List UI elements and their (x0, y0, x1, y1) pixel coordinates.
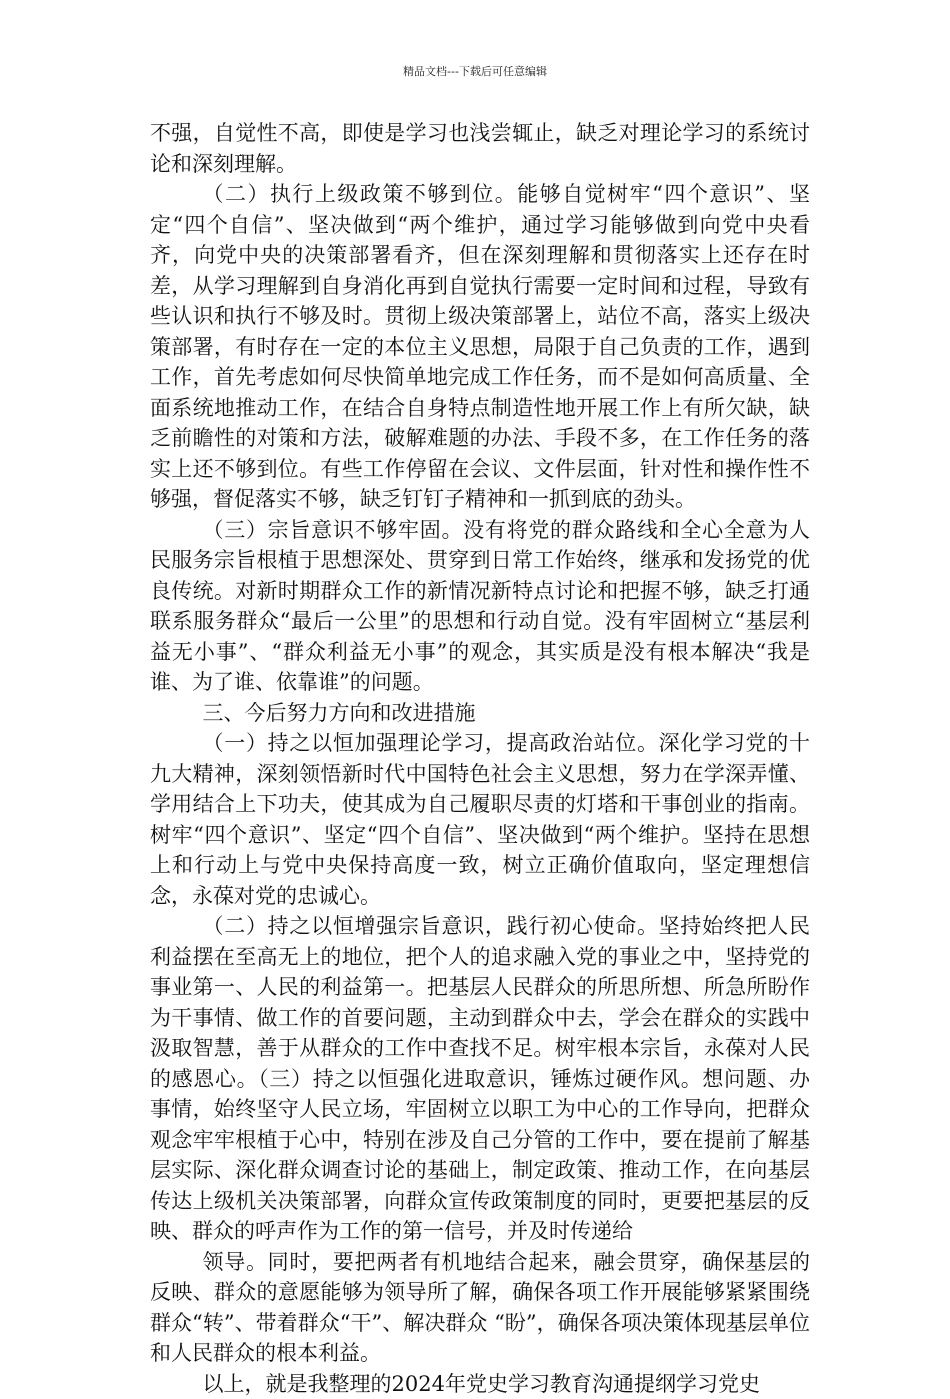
page-header: 精品文档---下载后可任意编辑 (0, 64, 950, 80)
document-body (150, 118, 810, 1399)
paragraph-7: 以上，就是我整理的2024年党史学习教育沟通提纲学习党史 (150, 1369, 810, 1399)
paragraph-2: （二）执行上级政策不够到位。能够自觉树牢“四个意识”、坚定“四个自信”、坚决做到“两个维护，通过学习能够做到向党中央看齐，向党中央的决策部署看齐，但在深刻理解和贯彻落实上还存在时差，从学习理解到自身消化再到自觉执行需要一定时间和过程，导致有些认识和执行不够及时。贯彻上级决策部署上，站位不高，落实上级决策部署，有时存在一定的本位主义思想，局限于自己负责的工作，遇到工作，首先考虑如何尽快简单地完成工作任务，而不是如何高质量、全面系统地推动工作，在结合自身特点制造性地开展工作上有所欠缺，缺乏前瞻性的对策和方法，破解难题的办法、手段不多，在工作任务的落实上还不够到位。有些工作停留在会议、文件层面，针对性和操作性不够强，督促落实不够，缺乏钉钉子精神和一抓到底的劲头。 (150, 179, 810, 515)
paragraph-5: （二）持之以恒增强宗旨意识，践行初心使命。坚持始终把人民利益摆在至高无上的地位，把个人的追求融入党的事业之中，坚持党的事业第一、人民的利益第一。把基层人民群众的所思所想、所急所盼作为干事情、做工作的首要问题，主动到群众中去，学会在群众的实践中汲取智慧，善于从群众的工作中查找不足。树牢根本宗旨，永葆对人民的感恩心。（三）持之以恒强化进取意识，锤炼过硬作风。想问题、办事情，始终坚守人民立场，牢固树立以职工为中心的工作导向，把群众观念牢牢根植于心中，特别在涉及自己分管的工作中，要在提前了解基层实际、深化群众调查讨论的基础上，制定政策、推动工作，在向基层传达上级机关决策部署，向群众宣传政策制度的同时，更要把基层的反映、群众的呼声作为工作的第一信号，并及时传递给 (150, 911, 810, 1247)
section-heading: 三、今后努力方向和改进措施 (150, 698, 810, 729)
paragraph-1: 不强，自觉性不高，即使是学习也浅尝辄止，缺乏对理论学习的系统讨论和深刻理解。 (150, 118, 810, 179)
paragraph-6: 领导。同时，要把两者有机地结合起来，融会贯穿，确保基层的反映、群众的意愿能够为领导所了解，确保各项工作开展能够紧紧围绕群众“转”、带着群众“干”、解决群众 “盼”，确保各项决策体现基层单位和人民群众的根本利益。 (150, 1247, 810, 1369)
paragraph-4: （一）持之以恒加强理论学习，提高政治站位。深化学习党的十九大精神，深刻领悟新时代中国特色社会主义思想，努力在学深弄懂、学用结合上下功夫，使其成为自己履职尽责的灯塔和干事创业的指南。树牢“四个意识”、坚定“四个自信”、坚决做到“两个维护。坚持在思想上和行动上与党中央保持高度一致，树立正确价值取向，坚定理想信念，永葆对党的忠诚心。 (150, 728, 810, 911)
paragraph-3: （三）宗旨意识不够牢固。没有将党的群众路线和全心全意为人民服务宗旨根植于思想深处、贯穿到日常工作始终，继承和发扬党的优良传统。对新时期群众工作的新情况新特点讨论和把握不够，缺乏打通联系服务群众“最后一公里”的思想和行动自觉。没有牢固树立“基层利益无小事”、“群众利益无小事”的观念，其实质是没有根本解决“我是谁、为了谁、依靠谁”的问题。 (150, 515, 810, 698)
